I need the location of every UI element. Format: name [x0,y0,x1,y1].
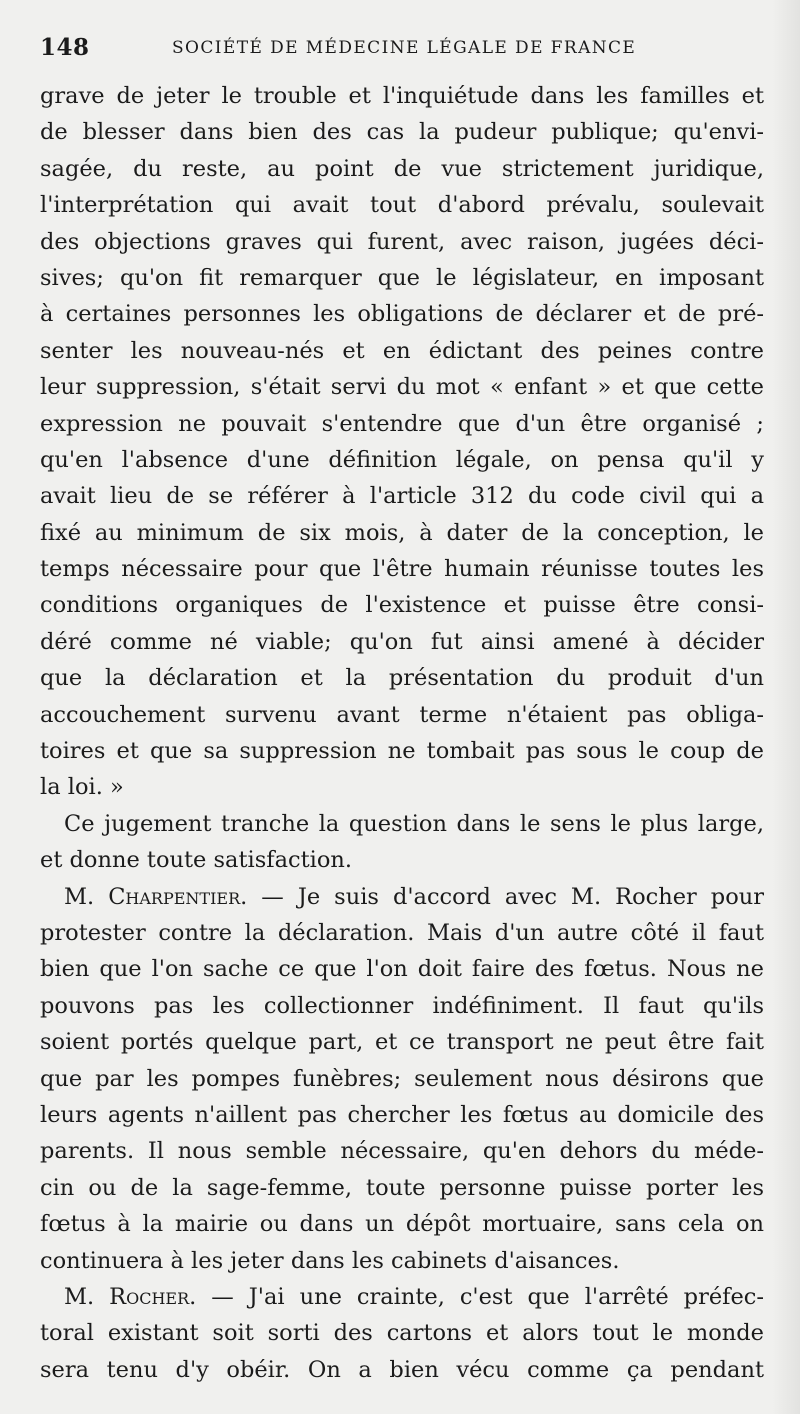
line-text: la loi. » [40,774,124,801]
body-text [40,78,764,1388]
line-text: parents. Il nous semble nécessaire, qu'en dehors du méde- [40,1138,764,1165]
text-line [40,1206,764,1242]
text-line [40,114,764,150]
line-text: leurs agents n'aillent pas chercher les fœtus au domicile des [40,1101,764,1128]
text-line [40,224,764,260]
text-line [40,406,764,442]
text-line [40,478,764,514]
text-line [40,296,764,332]
line-text: des objections graves qui furent, avec raison, jugées déci- [40,228,764,255]
line-text: expression ne pouvait s'entendre que d'un être organisé ; [40,410,764,437]
line-text: protester contre la déclaration. Mais d'un autre côté il faut [40,919,764,946]
text-line [40,1097,764,1133]
text-line [40,260,764,296]
text-line [40,915,764,951]
text-line [40,733,764,769]
text-line [40,697,764,733]
line-text: toral existant soit sorti des cartons et alors tout le monde [40,1320,764,1347]
line-text: fixé au minimum de six mois, à dater de la conception, le [40,519,764,546]
text-line [40,1024,764,1060]
line-text: soient portés quelque part, et ce transport ne peut être fait [40,1029,764,1056]
text-line [40,988,764,1024]
text-line [40,1243,764,1279]
text-line [40,769,764,805]
page-edge-shadow [772,0,800,1414]
text-line [40,587,764,623]
line-text: de blesser dans bien des cas la pudeur publique; qu'envi- [40,119,764,146]
text-line [40,1170,764,1206]
line-text: Ce jugement tranche la question dans le sens le plus large, [64,810,764,837]
running-head: SOCIÉTÉ DE MÉDECINE LÉGALE DE FRANCE [172,38,637,58]
text-line [40,442,764,478]
text-line [40,78,764,114]
line-text: continuera à les jeter dans les cabinets d'aisances. [40,1247,620,1274]
speaker-name: M. Charpentier. [64,883,248,910]
line-text: toires et que sa suppression ne tombait pas sous le coup de [40,738,764,765]
speaker-name: M. Rocher. [64,1283,197,1310]
line-text: pouvons pas les collectionner indéfiniment. Il faut qu'ils [40,992,764,1019]
text-line [40,187,764,223]
text-line [40,551,764,587]
line-text: qu'en l'absence d'une définition légale, on pensa qu'il y [40,446,764,473]
line-text: sives; qu'on fit remarquer que le législateur, en imposant [40,264,764,291]
line-text: — Je suis d'accord avec M. Rocher pour [247,883,764,910]
text-line [40,624,764,660]
line-text: avait lieu de se référer à l'article 312 du code civil qui a [40,483,764,510]
line-text: senter les nouveau-nés et en édictant des peines contre [40,337,764,364]
line-text: conditions organiques de l'existence et puisse être consi- [40,592,764,619]
line-text: cin ou de la sage-femme, toute personne puisse porter les [40,1174,764,1201]
line-text: grave de jeter le trouble et l'inquiétude dans les familles et [40,83,764,109]
line-text: à certaines personnes les obligations de déclarer et de pré- [40,301,764,328]
text-line [40,1133,764,1169]
line-text: accouchement survenu avant terme n'étaient pas obliga- [40,701,764,728]
text-line [40,842,764,878]
text-line [40,151,764,187]
line-text: sagée, du reste, au point de vue strictement juridique, [40,155,764,182]
text-line [40,1315,764,1351]
line-text: leur suppression, s'était servi du mot « enfant » et que cette [40,374,764,401]
line-text: l'interprétation qui avait tout d'abord prévalu, soulevait [40,192,764,219]
text-line [40,515,764,551]
text-line [40,1352,764,1388]
line-text: et donne toute satisfaction. [40,847,353,874]
line-text: fœtus à la mairie ou dans un dépôt mortuaire, sans cela on [40,1211,764,1238]
line-text: temps nécessaire pour que l'être humain réunisse toutes les [40,556,764,583]
text-line [40,806,764,842]
text-line [40,660,764,696]
page-header [40,34,740,74]
line-text: que la déclaration et la présentation du produit d'un [40,665,764,692]
line-text: sera tenu d'y obéir. On a bien vécu comme ça pendant [40,1356,764,1383]
text-line [40,879,764,915]
line-text: bien que l'on sache ce que l'on doit faire des fœtus. Nous ne [40,956,764,983]
line-text: que par les pompes funèbres; seulement nous désirons que [40,1065,764,1092]
text-line [40,333,764,369]
text-line [40,1061,764,1097]
line-text: déré comme né viable; qu'on fut ainsi amené à décider [40,628,764,655]
text-line [40,369,764,405]
line-text: — J'ai une crainte, c'est que l'arrêté préfec- [196,1283,764,1310]
text-line [40,1279,764,1315]
text-line [40,951,764,987]
page-number: 148 [40,34,90,61]
